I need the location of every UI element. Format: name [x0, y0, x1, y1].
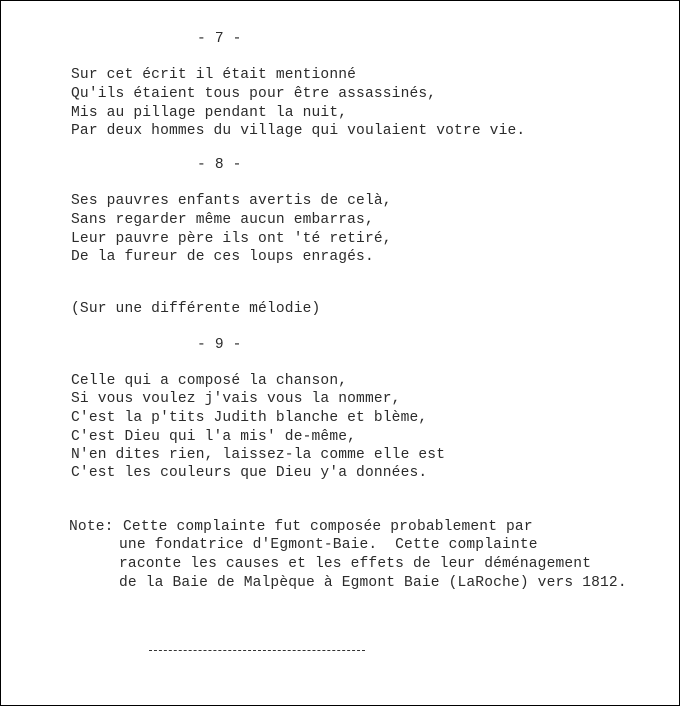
melody-note: (Sur une différente mélodie) [71, 301, 321, 317]
verse-number-7: - 7 - [197, 31, 242, 47]
note-line-3: raconte les causes et les effets de leur déménagement [119, 556, 592, 572]
stanza-9-line-2: Si vous voulez j'vais vous la nommer, [71, 391, 401, 407]
stanza-9-line-6: C'est les couleurs que Dieu y'a données. [71, 465, 428, 481]
note-line-2: une fondatrice d'Egmont-Baie. Cette complainte [119, 537, 538, 553]
stanza-8-line-2: Sans regarder même aucun embarras, [71, 212, 374, 228]
stanza-8-line-3: Leur pauvre père ils ont 'té retiré, [71, 231, 392, 247]
separator-dashes [149, 650, 365, 651]
stanza-9-line-3: C'est la p'tits Judith blanche et blème, [71, 410, 428, 426]
verse-number-8: - 8 - [197, 157, 242, 173]
stanza-9-line-1: Celle qui a composé la chanson, [71, 373, 348, 389]
stanza-9-line-4: C'est Dieu qui l'a mis' de-même, [71, 429, 357, 445]
note-line-4: de la Baie de Malpèque à Egmont Baie (LaRoche) vers 1812. [119, 575, 627, 591]
stanza-7-line-1: Sur cet écrit il était mentionné [71, 67, 357, 83]
note-label: Note: [69, 519, 114, 535]
stanza-9-line-5: N'en dites rien, laissez-la comme elle est [71, 447, 446, 463]
verse-number-9: - 9 - [197, 337, 242, 353]
stanza-8-line-1: Ses pauvres enfants avertis de celà, [71, 193, 392, 209]
stanza-7-line-2: Qu'ils étaient tous pour être assassinés, [71, 86, 437, 102]
stanza-8-line-4: De la fureur de ces loups enragés. [71, 249, 374, 265]
note-line-1: Cette complainte fut composée probablement par [123, 519, 533, 535]
stanza-7-line-4: Par deux hommes du village qui voulaient votre vie. [71, 123, 526, 139]
stanza-7-line-3: Mis au pillage pendant la nuit, [71, 105, 348, 121]
